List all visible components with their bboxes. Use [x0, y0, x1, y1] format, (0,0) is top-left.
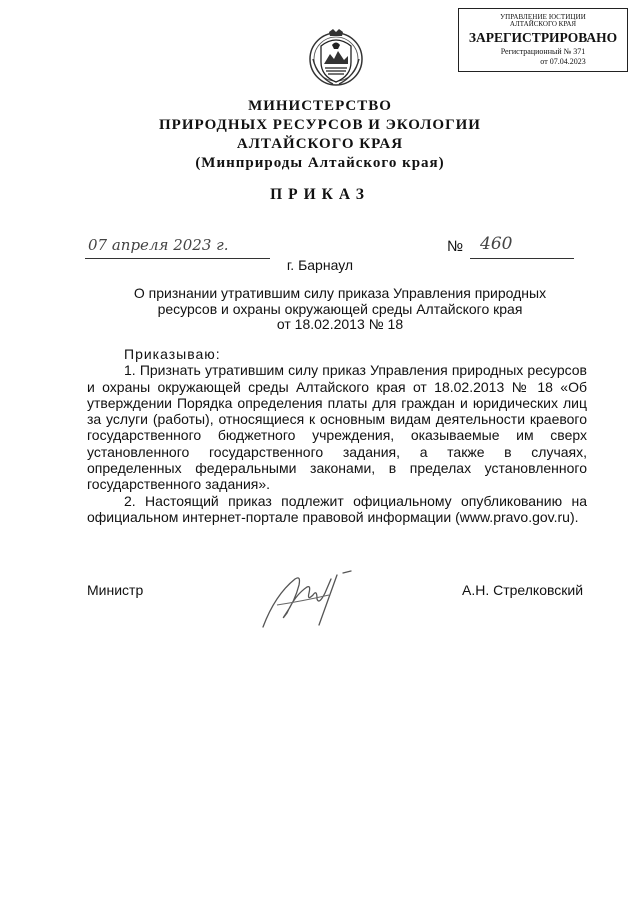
org-short-name: (Минприроды Алтайского края): [195, 155, 445, 171]
stamp-reg-date: от 07.04.2023: [540, 57, 586, 66]
stamp-reg-number: Регистрационный № 371: [500, 47, 586, 56]
coat-of-arms-icon: [307, 26, 365, 90]
number-sign: №: [447, 238, 464, 255]
order-subject: [120, 286, 560, 333]
org-name-line3: АЛТАЙСКОГО КРАЯ: [236, 136, 404, 152]
order-item-2: 2. Настоящий приказ подлежит официальному опубликованию на официальном интернет-портале правовой информации (www.pravo.gov.ru).: [87, 492, 587, 525]
subject-line2: ресурсов и охраны окружающей среды Алтайского края: [157, 300, 523, 317]
org-name-line2: ПРИРОДНЫХ РЕСУРСОВ И ЭКОЛОГИИ: [159, 117, 481, 133]
handwritten-number: 460: [480, 234, 513, 254]
registration-stamp: [458, 8, 628, 72]
signatory-name: А.Н. Стрелковский: [462, 582, 584, 598]
document-type-title: ПРИКАЗ: [270, 186, 370, 203]
stamp-status: ЗАРЕГИСТРИРОВАНО: [468, 30, 618, 45]
stamp-authority-line1: УПРАВЛЕНИЕ ЮСТИЦИИ: [500, 13, 586, 21]
handwritten-signature: [255, 565, 365, 635]
order-lead: Приказываю:: [124, 346, 221, 362]
order-body: [87, 346, 587, 525]
city-label: г. Барнаул: [286, 257, 354, 273]
org-name-line1: МИНИСТЕРСТВО: [248, 98, 392, 114]
order-item-1: 1. Признать утратившим силу приказ Управления природных ресурсов и охраны окружающей среды Алтайского края от 18.02.2013 № 18 «Об утверждении Порядка определения платы для граждан и юридических лиц за услуги (работы), относящиеся к основным видам деятельности краевого государственного бюджетного учреждения, оказываемые им сверх установленного государственного задания, а также в случаях, определенных федеральными законами, в пределах установленного государственного задания».: [87, 362, 587, 493]
subject-line3: от 18.02.2013 № 18: [276, 316, 404, 332]
handwritten-date: 07 апреля 2023 г.: [88, 236, 229, 254]
subject-line1: О признании утратившим силу приказа Управления природных: [133, 285, 547, 301]
signatory-position: Министр: [87, 582, 144, 598]
stamp-authority-line2: АЛТАЙСКОГО КРАЯ: [509, 20, 577, 28]
